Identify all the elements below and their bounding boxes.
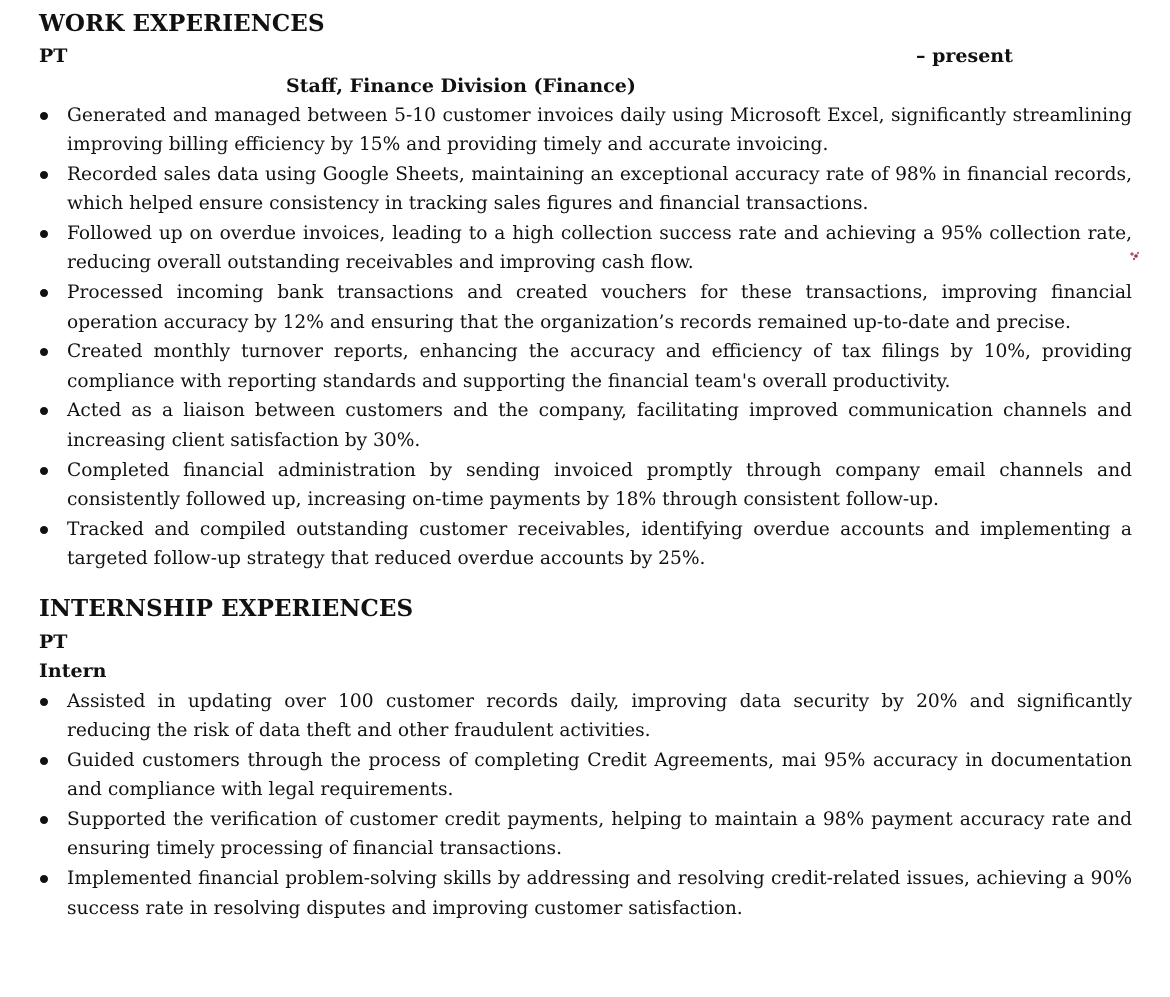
- list-item: [39, 101, 1132, 160]
- list-item: [39, 278, 1132, 337]
- work-experiences-heading: WORK EXPERIENCES: [39, 10, 325, 37]
- bullet-icon: [40, 816, 48, 824]
- list-item: [39, 746, 1132, 805]
- bullet-text: Generated and managed between 5-10 customer invoices daily using Microsoft Excel, significantly streamlining improving billing efficiency by 15% and providing timely and accurate invoicing.: [67, 105, 1132, 156]
- work-date: – present: [916, 45, 1013, 67]
- bullet-text: Completed financial administration by sending invoiced promptly through company email channels and consistently followed up, increasing on-time payments by 18% through consistent follow-up.: [67, 459, 1132, 510]
- list-item: [39, 396, 1132, 455]
- work-bullet-list: [39, 101, 1132, 574]
- bullet-text: Assisted in updating over 100 customer records daily, improving data security by 20% and significantly reducing the risk of data theft and other fraudulent activities.: [67, 691, 1132, 742]
- list-item: [39, 219, 1132, 278]
- bullet-text: Created monthly turnover reports, enhancing the accuracy and efficiency of tax filings by 10%, providing compliance with reporting standards and supporting the financial team's overall productivity.: [67, 341, 1132, 392]
- bullet-icon: [40, 467, 48, 475]
- bullet-text: Guided customers through the process of completing Credit Agreements, mai 95% accuracy in documentation and compliance with legal requirements.: [67, 750, 1132, 801]
- bullet-text: Tracked and compiled outstanding customer receivables, identifying overdue accounts and implementing a targeted follow-up strategy that reduced overdue accounts by 25%.: [67, 518, 1132, 569]
- ink-smudge-icon: [1129, 250, 1141, 262]
- bullet-text: Implemented financial problem-solving skills by addressing and resolving credit-related issues, achieving a 90% success rate in resolving disputes and improving customer satisfaction.: [67, 868, 1132, 919]
- bullet-icon: [40, 289, 48, 297]
- work-company: PT: [39, 45, 68, 67]
- bullet-icon: [40, 698, 48, 706]
- list-item: [39, 160, 1132, 219]
- internship-company: PT: [39, 631, 68, 653]
- bullet-icon: [40, 112, 48, 120]
- bullet-text: Processed incoming bank transactions and created vouchers for these transactions, improving financial operation accuracy by 12% and ensuring that the organization’s records remained up-to-date and precise.: [67, 282, 1132, 333]
- internship-bullet-list: [39, 687, 1132, 923]
- bullet-icon: [40, 171, 48, 179]
- bullet-icon: [40, 875, 48, 883]
- bullet-text: Followed up on overdue invoices, leading to a high collection success rate and achieving a 95% collection rate, reducing overall outstanding receivables and improving cash flow.: [67, 223, 1132, 274]
- internship-role: Intern: [39, 660, 107, 682]
- list-item: [39, 805, 1132, 864]
- work-role: Staff, Finance Division (Finance): [286, 75, 636, 97]
- bullet-text: Acted as a liaison between customers and the company, facilitating improved communication channels and increasing client satisfaction by 30%.: [67, 400, 1132, 451]
- bullet-text: Supported the verification of customer credit payments, helping to maintain a 98% payment accuracy rate and ensuring timely processing of financial transactions.: [67, 809, 1132, 860]
- list-item: [39, 864, 1132, 923]
- list-item: [39, 337, 1132, 396]
- internship-experiences-heading: INTERNSHIP EXPERIENCES: [39, 595, 414, 622]
- list-item: [39, 687, 1132, 746]
- bullet-icon: [40, 407, 48, 415]
- bullet-text: Recorded sales data using Google Sheets, maintaining an exceptional accuracy rate of 98% in financial records, which helped ensure consistency in tracking sales figures and financial transactions.: [67, 164, 1132, 215]
- bullet-icon: [40, 348, 48, 356]
- bullet-icon: [40, 526, 48, 534]
- list-item: [39, 515, 1132, 574]
- bullet-icon: [40, 230, 48, 238]
- list-item: [39, 456, 1132, 515]
- bullet-icon: [40, 757, 48, 765]
